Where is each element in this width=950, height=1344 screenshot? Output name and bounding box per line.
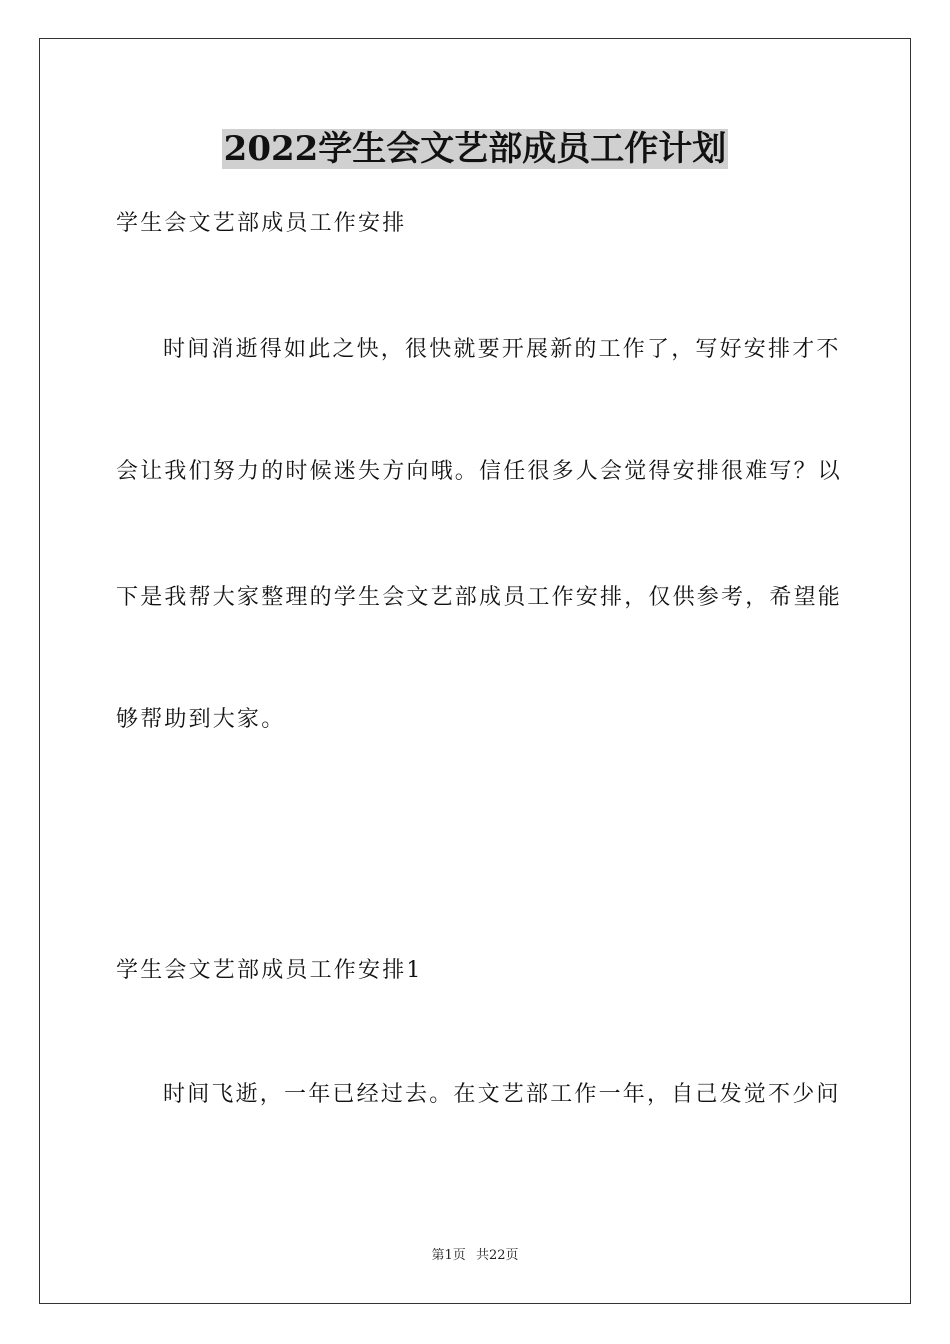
page-footer <box>0 1246 950 1266</box>
paragraph-line: 时间飞逝，一年已经过去。在文艺部工作一年，自己发觉不少问 <box>163 1082 841 1107</box>
section-heading: 学生会文艺部成员工作安排 <box>116 211 407 236</box>
section-heading: 学生会文艺部成员工作安排1 <box>116 958 423 983</box>
document-title-text: 2022学生会文艺部成员工作计划 <box>223 129 727 169</box>
document-title <box>0 126 950 172</box>
paragraph-line: 会让我们努力的时候迷失方向哦。信任很多人会觉得安排很难写？以 <box>116 459 843 484</box>
total-pages: 共22页 <box>475 1248 519 1263</box>
paragraph-line: 下是我帮大家整理的学生会文艺部成员工作安排，仅供参考，希望能 <box>116 585 843 610</box>
page-number: 第1页 <box>431 1248 466 1263</box>
paragraph-line: 够帮助到大家。 <box>116 707 286 732</box>
paragraph-line: 时间消逝得如此之快，很快就要开展新的工作了，写好安排才不 <box>163 337 841 362</box>
